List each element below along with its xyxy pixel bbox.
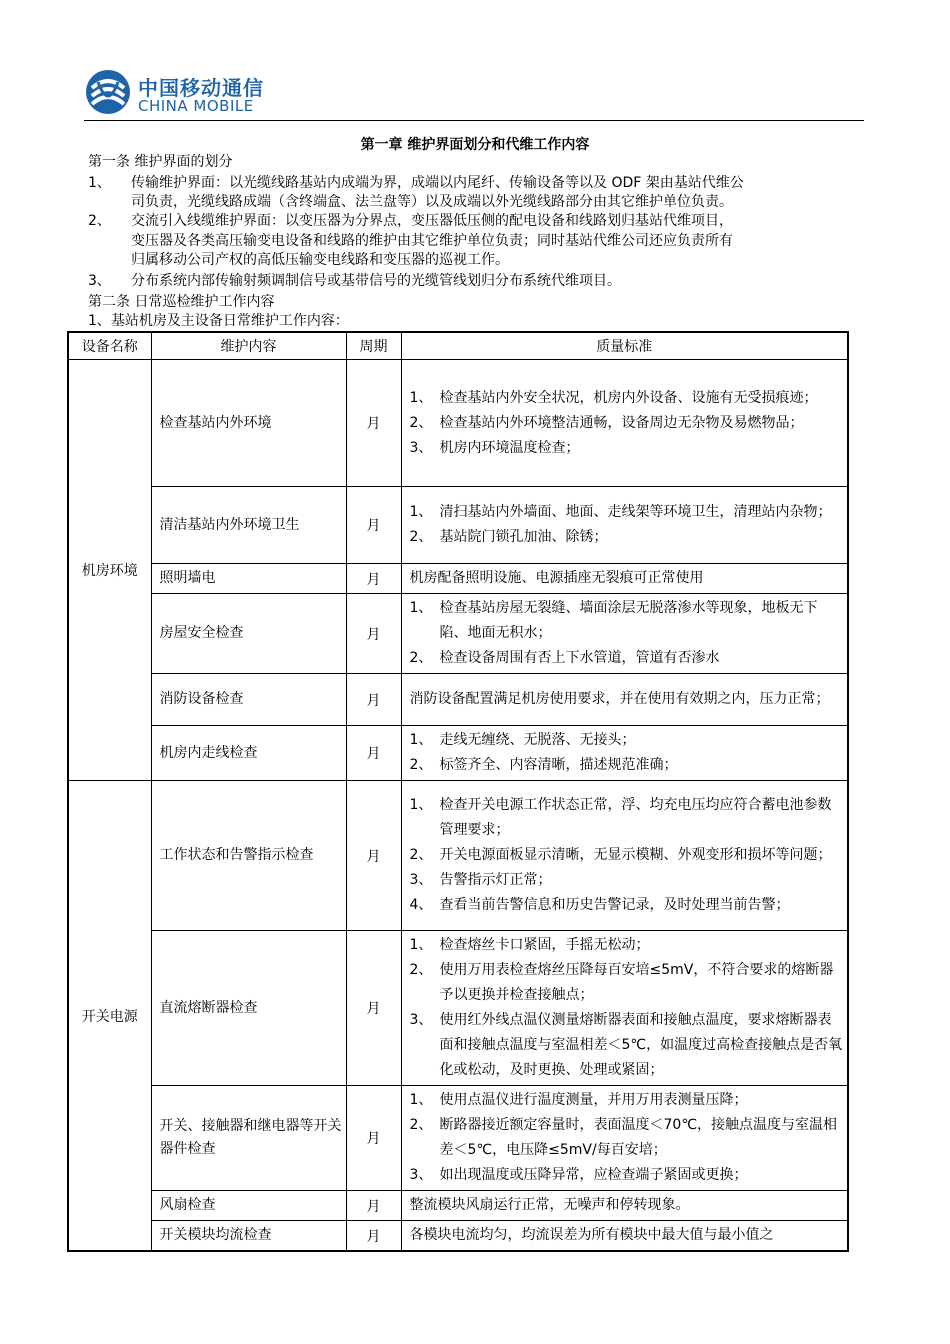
item-cell: 工作状态和告警指示检查	[151, 781, 346, 931]
standard-point: 4、 查看当前告警信息和历史告警记录，及时处理当前告警；	[409, 897, 790, 913]
item-cell: 机房内走线检查	[151, 726, 346, 781]
standard-point: 3、 告警指示灯正常；	[409, 872, 552, 888]
standard-point: 1、 清扫基站内外墙面、地面、走线架等环境卫生，清理站内杂物；	[409, 504, 832, 520]
standard-point: 2、 开关电源面板显示清晰，无显示模糊、外观变形和损坏等问题；	[409, 847, 832, 863]
standard-point: 1、 走线无缠绕、无脱落、无接头；	[409, 732, 636, 748]
article-1-item-2-line-3: 归属移动公司产权的高低压输变电线路和变压器的巡视工作。	[131, 252, 509, 268]
standard-point: 1、 检查基站房屋无裂缝、墙面涂层无脱落渗水等现象，地板无下陷、地面无积水；	[409, 600, 818, 641]
period-cell: 月	[346, 1191, 401, 1221]
item-cell: 照明墙电	[151, 564, 346, 594]
item-cell: 直流熔断器检查	[151, 931, 346, 1086]
period-cell: 月	[346, 781, 401, 931]
period-cell: 月	[346, 674, 401, 726]
article-2-title: 第二条 日常巡检维护工作内容	[88, 294, 275, 310]
standard-point: 3、 如出现温度或压降异常，应检查端子紧固或更换；	[409, 1167, 748, 1183]
standard-cell: 整流模块风扇运行正常，无噪声和停转现象。	[401, 1191, 848, 1221]
logo-english-text: CHINA MOBILE	[138, 97, 254, 115]
table-row	[68, 1221, 848, 1252]
standard-point: 2、 基站院门锁孔加油、除锈；	[409, 529, 608, 545]
item-cell: 风扇检查	[151, 1191, 346, 1221]
standard-point: 2、 检查设备周围有否上下水管道，管道有否渗水	[409, 650, 720, 666]
standard-point: 1、 检查基站内外安全状况，机房内外设备、设施有无受损痕迹；	[409, 389, 818, 406]
standard-cell	[401, 1086, 848, 1191]
header-divider	[84, 120, 864, 121]
item-cell: 房屋安全检查	[151, 594, 346, 674]
period-cell: 月	[346, 487, 401, 564]
standard-cell	[401, 487, 848, 564]
standard-point: 2、 断路器接近额定容量时，表面温度＜70℃，接触点温度与室温相差＜5℃，电压降≤5mV/每百安培；	[409, 1117, 838, 1158]
table-row	[68, 674, 848, 726]
chapter-title: 第一章 维护界面划分和代维工作内容	[360, 137, 590, 153]
period-cell: 月	[346, 360, 401, 487]
period-cell: 月	[346, 564, 401, 594]
maintenance-table	[67, 331, 849, 1252]
table-row	[68, 564, 848, 594]
header-content: 维护内容	[151, 332, 346, 360]
table-header-row	[68, 332, 848, 360]
table-row	[68, 1086, 848, 1191]
article-1-item-3-line-1: 分布系统内部传输射频调制信号或基带信号的光缆管线划归分布系统代维项目。	[131, 273, 621, 289]
item-cell: 消防设备检查	[151, 674, 346, 726]
standard-cell	[401, 931, 848, 1086]
header-equipment: 设备名称	[68, 332, 151, 360]
period-cell: 月	[346, 594, 401, 674]
item-cell: 开关模块均流检查	[151, 1221, 346, 1252]
article-1-item-2-line-1: 交流引入线缆维护界面：以变压器为分界点，变压器低压侧的配电设备和线路划归基站代维项目，	[131, 213, 733, 229]
article-1-item-1-line-1: 传输维护界面：以光缆线路基站内成端为界，成端以内尾纤、传输设备等以及 ODF 架由基站代维公	[131, 175, 744, 191]
period-cell: 月	[346, 1086, 401, 1191]
standard-cell	[401, 781, 848, 931]
table-row	[68, 487, 848, 564]
category-cell: 机房环境	[68, 360, 151, 781]
article-1-item-3-number: 3、	[88, 273, 111, 289]
standard-point: 1、 检查熔丝卡口紧固，手摇无松动；	[409, 937, 650, 953]
standard-cell: 消防设备配置满足机房使用要求，并在使用有效期之内，压力正常；	[401, 674, 848, 726]
china-mobile-logo	[84, 68, 284, 120]
period-cell: 月	[346, 1221, 401, 1252]
table-row	[68, 360, 848, 487]
standard-point: 3、 使用红外线点温仪测量熔断器表面和接触点温度，要求熔断器表面和接触点温度与室温相差＜5℃，如温度过高检查接触点是否氧化或松动，及时更换、处理或紧固；	[409, 1012, 843, 1078]
standard-cell: 机房配备照明设施、电源插座无裂痕可正常使用	[401, 564, 848, 594]
standard-point: 2、 使用万用表检查熔丝压降每百安培≤5mV，不符合要求的熔断器予以更换并检查接触点；	[409, 962, 834, 1003]
standard-point: 3、 机房内环境温度检查；	[409, 439, 580, 456]
period-cell: 月	[346, 931, 401, 1086]
standard-cell	[401, 726, 848, 781]
standard-cell	[401, 594, 848, 674]
article-2-subtitle: 1、基站机房及主设备日常维护工作内容：	[88, 313, 349, 329]
article-1-item-2-number: 2、	[88, 213, 111, 229]
standard-cell	[401, 360, 848, 487]
standard-point: 1、 检查开关电源工作状态正常，浮、均充电压均应符合蓄电池参数管理要求；	[409, 797, 832, 838]
table-row	[68, 781, 848, 931]
item-cell: 清洁基站内外环境卫生	[151, 487, 346, 564]
china-mobile-logo-icon	[84, 68, 132, 116]
category-cell: 开关电源	[68, 781, 151, 1252]
article-1-title: 第一条 维护界面的划分	[88, 154, 233, 170]
table-row	[68, 594, 848, 674]
logo-chinese-text: 中国移动通信	[138, 76, 264, 100]
header-standard: 质量标准	[401, 332, 848, 360]
table-row	[68, 931, 848, 1086]
table-row	[68, 1191, 848, 1221]
standard-point: 2、 标签齐全、内容清晰，描述规范准确；	[409, 757, 678, 773]
standard-cell: 各模块电流均匀，均流误差为所有模块中最大值与最小值之	[401, 1221, 848, 1252]
standard-point: 1、 使用点温仪进行温度测量，并用万用表测量压降；	[409, 1092, 748, 1108]
article-1-item-2-line-2: 变压器及各类高压输变电设备和线路的维护由其它维护单位负责；同时基站代维公司还应负责所有	[131, 233, 733, 249]
standard-point: 2、 检查基站内外环境整洁通畅，设备周边无杂物及易燃物品；	[409, 414, 804, 431]
item-cell: 开关、接触器和继电器等开关器件检查	[151, 1086, 346, 1191]
article-1-item-1-line-2: 司负责，光缆线路成端（含终端盒、法兰盘等）以及成端以外光缆线路部分由其它维护单位负责。	[131, 194, 733, 210]
period-cell: 月	[346, 726, 401, 781]
article-1-item-1-number: 1、	[88, 175, 111, 191]
header-period: 周期	[346, 332, 401, 360]
item-cell: 检查基站内外环境	[151, 360, 346, 487]
table-row	[68, 726, 848, 781]
